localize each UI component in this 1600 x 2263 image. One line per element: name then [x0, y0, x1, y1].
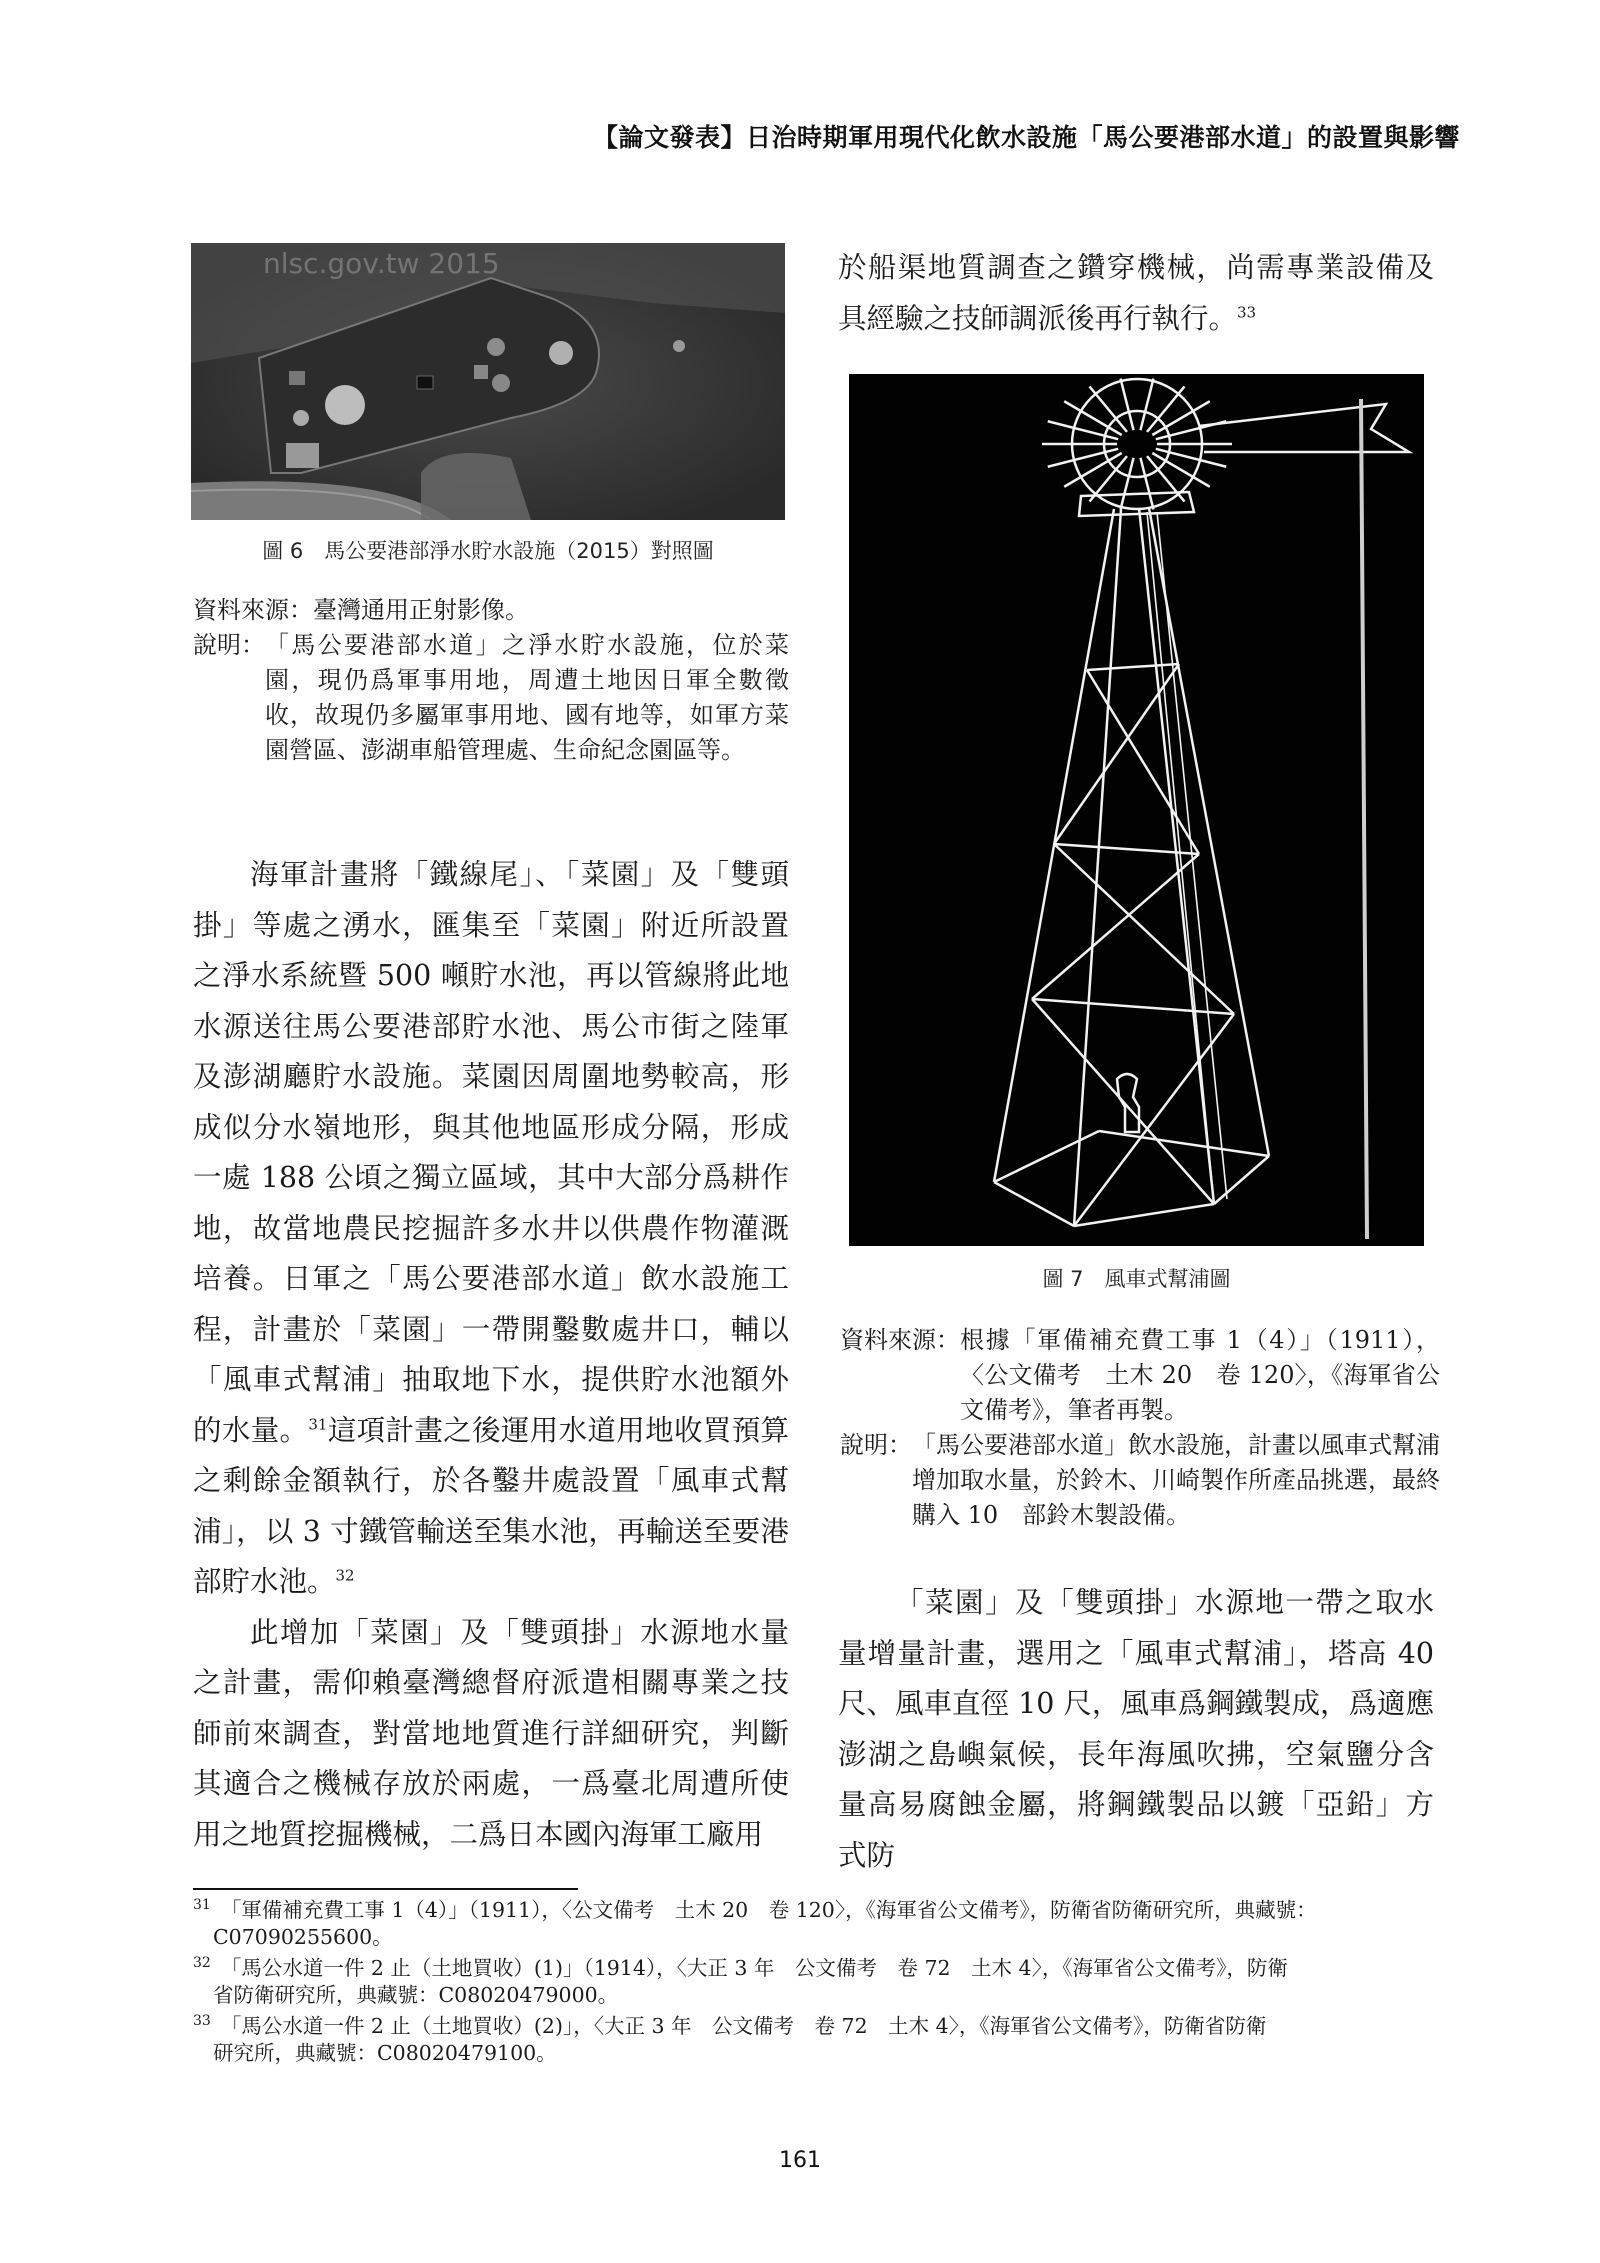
paragraph [838, 243, 1434, 344]
paragraph [193, 850, 789, 1608]
tower [994, 508, 1269, 1226]
pump [1117, 1074, 1139, 1132]
footnote-divider [193, 1888, 578, 1890]
source-text: 臺灣通用正射影像。 [313, 596, 529, 624]
figure-7-windmill-image [849, 374, 1424, 1246]
running-head: 【論文發表】日治時期軍用現代化飲水設施「馬公要港部水道」的設置與影響 [592, 123, 1460, 152]
footnote-32 [193, 1955, 1438, 2009]
rotor-blade [1140, 379, 1153, 431]
figure-6-satellite-image [191, 243, 785, 520]
pole [1361, 399, 1367, 1239]
figure-7-description [840, 1428, 1440, 1533]
right-column-top [838, 243, 1434, 344]
source-text: 根據「軍備補充費工事 1（4）」（1911），〈公文備考 土木 20 卷 120〉，《海軍省公文備考》，筆者再製。 [960, 1326, 1440, 1424]
rotor-blade [1140, 458, 1153, 510]
paragraph-text: 於船渠地質調查之鑽穿機械，尚需專業設備及具經驗之技師調派後再行執行。 [838, 251, 1434, 335]
footnote-text-cont: 研究所，典藏號：C08020479100。 [213, 2041, 557, 2065]
footnote-text-cont: 省防衛研究所，典藏號：C08020479000。 [213, 1983, 619, 2007]
paragraph: 「菜園」及「雙頭掛」水源地一帶之取水量增量計畫，選用之「風車式幫浦」，塔高 40 尺、風車直徑 10 尺，風車爲鋼鐵製成，爲適應澎湖之島嶼氣候，長年海風吹拂，空氣鹽分含量高易腐蝕金屬，將鋼鐵製品以鍍「亞鉛」方式防 [838, 1586, 1434, 1872]
figure-7-caption: 圖 7 風車式幫浦圖 [1042, 1267, 1231, 1291]
paragraph-text: 這項計畫之後運用水道用地收買預算之剩餘金額執行，於各鑿井處設置「風車式幫浦」，以 3 寸鐵管輸送至集水池，再輸送至要港部貯水池。 [193, 1413, 789, 1598]
footnote-number: 32 [193, 1955, 211, 1972]
footnote-ref[interactable]: 32 [335, 1566, 355, 1585]
figure-6-description [193, 628, 789, 768]
footnote-number: 31 [193, 1897, 211, 1914]
figure-6-source [193, 593, 789, 628]
rotor-blade [1147, 386, 1185, 431]
figure-7-notes [840, 1323, 1440, 1533]
source-label: 資料來源： [840, 1326, 960, 1354]
rotor-blade [1147, 456, 1185, 501]
footnote-text: 「馬公水道一件 2 止（土地買收）(1)」（1914），〈大正 3 年 公文備考 卷 72 土木 4〉，《海軍省公文備考》，防衛 [220, 1956, 1288, 1980]
figure-6-notes [193, 593, 789, 768]
satellite-photo [191, 243, 785, 520]
footnote-ref[interactable]: 31 [308, 1415, 328, 1433]
paragraph-text: 海軍計畫將「鐵線尾」、「菜園」及「雙頭掛」等處之湧水，匯集至「菜園」附近所設置之淨水系統暨 500 噸貯水池，再以管線將此地水源送往馬公要港部貯水池、馬公市街之陸軍及澎湖廳貯水設施。菜園因周圍地勢較高，形成似分水嶺地形，與其他地區形成分隔，形成一處 188 公頃之獨立區域，其中大部分爲耕作地，故當地農民挖掘許多水井以供農作物灌溉培養。日軍之「馬公要港部水道」飲水設施工程，計畫於「菜園」一帶開鑿數處井口，輔以「風車式幫浦」抽取地下水，提供貯水池額外的水量。 [193, 858, 789, 1447]
rotor-blade [1090, 386, 1128, 431]
windmill-drawing [849, 374, 1424, 1246]
figure-7-source [840, 1323, 1440, 1428]
source-label: 資料來源： [193, 596, 313, 624]
footnote-ref[interactable]: 33 [1237, 303, 1257, 321]
footnote-text: 「馬公水道一件 2 止（土地買收）(2)」，〈大正 3 年 公文備考 卷 72 土木 4〉，《海軍省公文備考》，防衛省防衛 [220, 2014, 1267, 2038]
windmill-rotor [1042, 379, 1232, 510]
right-column-bottom [838, 1578, 1434, 1881]
footnote-33 [193, 2013, 1438, 2067]
footnote-number: 33 [193, 2013, 211, 2030]
page-number: 161 [779, 2148, 821, 2173]
note-text: 「馬公要港部水道」之淨水貯水設施，位於菜園，現仍爲軍事用地，周遭土地因日軍全數徵收，故現仍多屬軍事用地、國有地等，如軍方菜園營區、澎湖車船管理處、生命紀念園區等。 [265, 631, 789, 764]
rotor-blade [1121, 458, 1134, 510]
note-label: 說明： [193, 631, 265, 659]
figure-6-caption: 圖 6 馬公要港部淨水貯水設施（2015）對照圖 [262, 539, 714, 563]
left-column [193, 850, 789, 1860]
watermark: nlsc.gov.tw 2015 [263, 247, 500, 280]
footnote-text: 「軍備補充費工事 1（4）」（1911），〈公文備考 土木 20 卷 120〉，《海軍省公文備考》，防衛省防衛研究所，典藏號： [220, 1898, 1317, 1922]
footnote-text-cont: C07090255600。 [213, 1925, 393, 1949]
footnote-31 [193, 1897, 1438, 1951]
note-text: 「馬公要港部水道」飲水設施，計畫以風車式幫浦增加取水量，於鈴木、川崎製作所產品挑選，最終購入 10 部鈴木製設備。 [912, 1431, 1440, 1529]
note-label: 說明： [840, 1431, 912, 1459]
paragraph: 此增加「菜園」及「雙頭掛」水源地水量之計畫，需仰賴臺灣總督府派遣相關專業之技師前來調查，對當地地質進行詳細研究，判斷其適合之機械存放於兩處，一爲臺北周遭所使用之地質挖掘機械，二爲日本國內海軍工廠用 [193, 1615, 789, 1851]
rotor-blade [1121, 379, 1134, 431]
